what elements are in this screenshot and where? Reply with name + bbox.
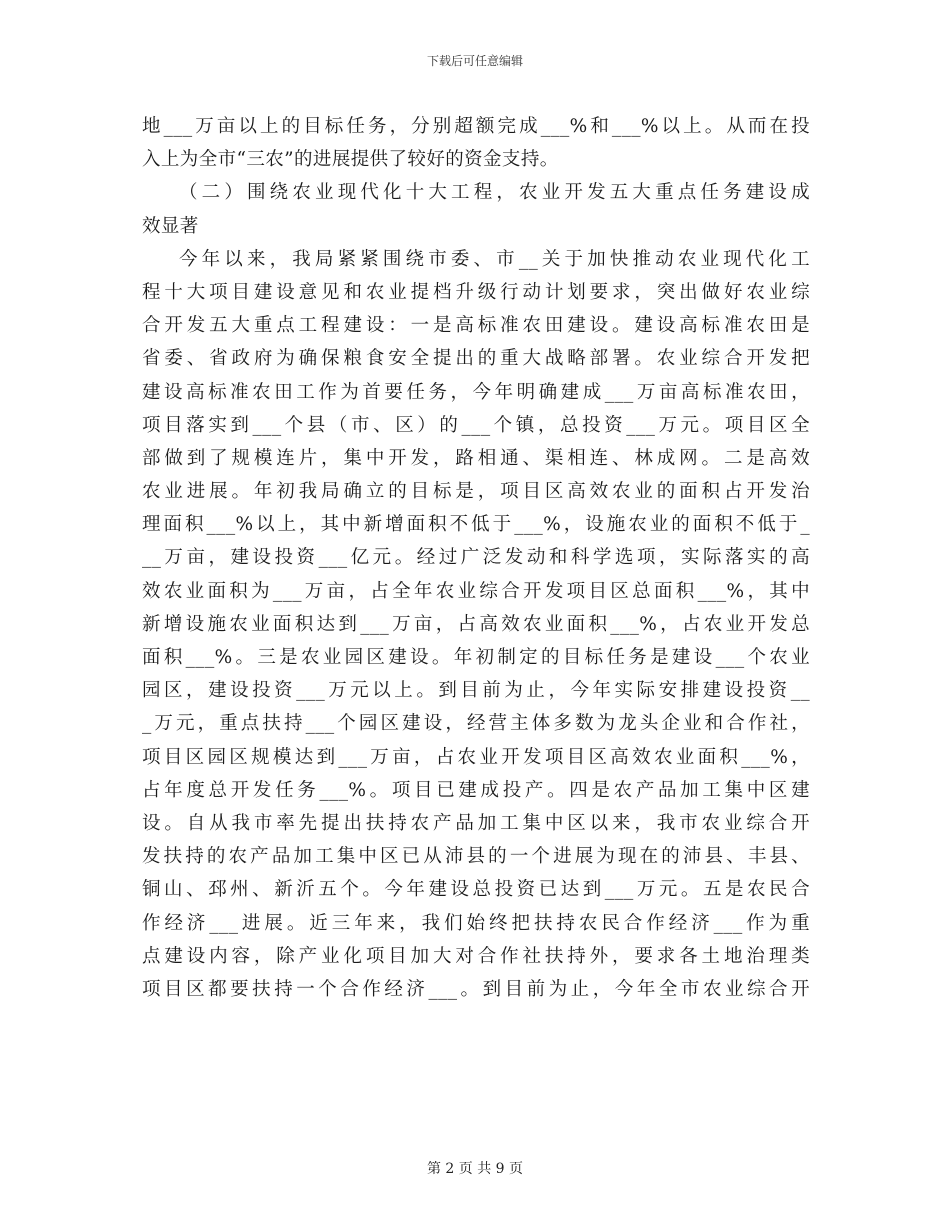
text-line: 地___万亩以上的目标任务，分别超额完成___%和___%以上。从而在投 xyxy=(142,116,810,137)
text-line: 铜山、邳州、新沂五个。今年建设总投资已达到___万元。五是农民合 xyxy=(142,879,810,901)
text-line: 作经济___进展。近三年来，我们始终把扶持农民合作经济___作为重 xyxy=(142,912,810,934)
section-heading: 效显著 xyxy=(142,215,199,237)
text-line: _万元，重点扶持___个园区建设，经营主体多数为龙头企业和合作社， xyxy=(142,713,810,735)
text-line: 项目区园区规模达到___万亩，占农业开发项目区高效农业面积___%， xyxy=(142,746,810,768)
text-line: 项目区都要扶持一个合作经济___。到目前为止，今年全市农业综合开 xyxy=(142,978,810,1000)
page-number: 第 2 页 共 9 页 xyxy=(426,1161,524,1177)
text-line: 合开发五大重点工程建设：一是高标准农田建设。建设高标准农田是 xyxy=(142,315,810,337)
text-line: __万亩，建设投资___亿元。经过广泛发动和科学选项，实际落实的高 xyxy=(142,547,810,569)
text-line: 面积___%。三是农业园区建设。年初制定的目标任务是建设___个农业 xyxy=(142,647,810,668)
document-body xyxy=(142,110,810,1006)
text-line: 部做到了规模连片，集中开发，路相通、渠相连、林成网。二是高效 xyxy=(142,447,810,469)
text-line: 新增设施农业面积达到___万亩，占高效农业面积___%，占农业开发总 xyxy=(142,613,810,635)
text-line: 园区，建设投资___万元以上。到目前为止，今年实际安排建设投资__ xyxy=(142,680,810,702)
section-heading: （二）围绕农业现代化十大工程，农业开发五大重点任务建设成 xyxy=(179,182,810,204)
text-line: 占年度总开发任务___%。项目已建成投产。四是农产品加工集中区建 xyxy=(142,779,810,801)
text-line: 设。自从我市率先提出扶持农产品加工集中区以来，我市农业综合开 xyxy=(142,812,810,834)
text-line: 入上为全市“三农”的进展提供了较好的资金支持。 xyxy=(142,149,559,171)
text-line: 今年以来，我局紧紧围绕市委、市__关于加快推动农业现代化工 xyxy=(179,248,810,270)
text-line: 项目落实到___个县（市、区）的___个镇，总投资___万元。项目区全 xyxy=(142,414,810,436)
text-line: 发扶持的农产品加工集中区已从沛县的一个进展为现在的沛县、丰县、 xyxy=(142,846,810,868)
header-note: 下载后可任意编辑 xyxy=(426,54,523,68)
text-line: 程十大项目建设意见和农业提档升级行动计划要求，突出做好农业综 xyxy=(142,281,810,303)
text-line: 点建设内容，除产业化项目加大对合作社扶持外，要求各土地治理类 xyxy=(142,945,810,967)
text-line: 省委、省政府为确保粮食安全提出的重大战略部署。农业综合开发把 xyxy=(142,348,810,370)
text-line: 理面积___%以上，其中新增面积不低于___%，设施农业的面积不低于_ xyxy=(142,514,810,536)
text-line: 农业进展。年初我局确立的目标是，项目区高效农业的面积占开发治 xyxy=(142,481,810,503)
text-line: 效农业面积为___万亩，占全年农业综合开发项目区总面积___%，其中 xyxy=(142,580,810,602)
text-line: 建设高标准农田工作为首要任务，今年明确建成___万亩高标准农田， xyxy=(142,381,810,403)
